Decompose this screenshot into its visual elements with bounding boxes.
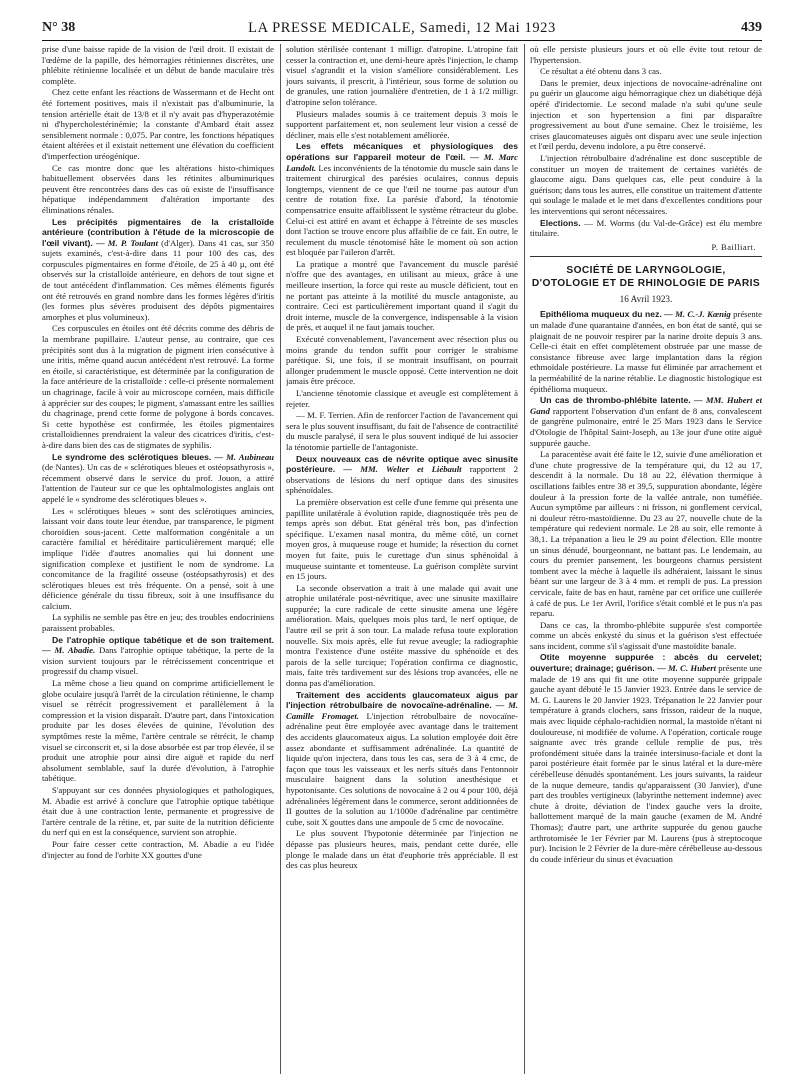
elections-body: — M. Worms (du Val-de-Grâce) est élu membre titulaire. (530, 217, 762, 239)
article-author: — M. Marc Landolt. (286, 151, 518, 173)
article-body: (d'Alger). Dans 41 cas, sur 350 sujets examinés, c'est-à-dire dans 11 pour 100 des cas, des corpuscules pigmentaires en forme d'étoile, de 25 à 40 µ, ont été observés sur la cristalloïde antérieure, en dehors de tout signe et de tout antécédent d'inflammation. Ces mêmes éléments figurés ont été retrouvés en grand nombre dans les formes légères d'iritis (les formes plus sévères produisent des dépôts pigmentaires amorphes et plus volumineux). (42, 237, 274, 322)
article-body: L'injection rétrobulbaire de novocaïne-adrénaline peut être employée avec avantage dans le traitement des accidents glaucomateux aigus. La solution employée doit être assez abondante et suffisamment adrénalinée. La quantité de liquide qu'on injectera, dans tous les cas, sera de 3 à 4 cmc, de façon que tous les vaisseaux et les nerfs situés dans l'entonnoir musculaire baignent dans la solution anesthésique et hypotonisante. Ces solutions de novocaïne à 2 ou 4 pour 100, déjà adrénalinées légèrement dans le commerce, seront additionnées de II gouttes de la solution au 1/1000e d'adrénaline par centimètre cube, soit X gouttes dans une ampoule de 5 cmc de novocaïne. (286, 710, 518, 827)
issue-number: N° 38 (42, 20, 76, 35)
article-body: Les inconvénients de la ténotomie du muscle sain dans le traitement chirurgical des parésies oculaires, connus depuis longtemps, viennent de ce que l'œil ne tourne pas autour d'un centre de rotation fixe. La parésie d'abord, la ténotomie compensatrice ensuite affaiblissent le système rétracteur du globe. Celui-ci est attiré en avant et échappe à l'étreinte de ses muscles dont l'action se trouve encore plus affaiblie de ce fait. En outre, le reculement du muscle ténotomisé hâte le moment où son action est bloquée par l'aileron d'arrêt. (286, 162, 518, 258)
paragraph: Pour faire cesser cette contraction, M. Abadie a eu l'idée d'injecter au fond de l'orbite XX gouttes d'une (42, 838, 274, 860)
article-author: — MM. Welter et Liébault (343, 464, 462, 475)
article-title: Traitement des accidents glaucomateux aigus par l'injection rétrobulbaire de novocaïne-adrénaline. (286, 689, 518, 711)
section-divider (530, 256, 762, 257)
paragraph: La syphilis ne semble pas être en jeu; des troubles endocriniens paraissent probables. (42, 612, 274, 634)
article-title: Le syndrome des sclérotiques bleues. (52, 451, 212, 462)
article-author: — M. Abadie. (42, 645, 96, 656)
article-glaucome (286, 690, 518, 828)
column-left (42, 44, 274, 1074)
paragraph: où elle persiste plusieurs jours et où elle évite tout retour de l'hypertension. (530, 44, 762, 65)
article-author: — MM. Hubert et Gand (530, 395, 762, 416)
paragraph: La pratique a montré que l'avancement du muscle parésié n'offre que des avantages, en utilisant au mieux, grâce à une meilleure insertion, la force qui reste au muscle déficient, tout en ne portant pas atteinte à la motilité du muscle antagoniste, au contraire. Ceci est particulièrement important quand il s'agit du droit interne, muscle de la convergence, indispensable à la vision de près, et auquel il ne faut jamais toucher. (286, 258, 518, 333)
article-epithelioma (530, 309, 762, 394)
article-otite (530, 652, 762, 864)
article-effets-mecaniques (286, 141, 518, 258)
paragraph: Ces corpuscules en étoiles ont été décrits comme des débris de la membrane pupillaire. L'auteur pense, au contraire, que ces précipités sont dus à la migration de pigment irien consécutive à une iritis, même quand aucun antécédent n'est retrouvé. La forme en étoile, si caractéristique, est déterminée par la configuration de la face antérieure de la cristalloïde : celle-ci présente normalement un chagrinage, facile à voir au microscope cornéen, mais difficile à apprécier sur des coupes; le pigment, s'amassant entre les saillies du chagrinage, prend cette forme de polygone à bords concaves. Si cette hypothèse est confirmée, les étoiles pigmentaires cristalloïdiennes prendraient la valeur des cicatrices d'iritis, c'est-à-dire dans bien des cas de stigmates de syphilis. (42, 323, 274, 450)
newspaper-page (42, 18, 762, 1074)
society-heading-line: SOCIÉTÉ DE LARYNGOLOGIE, (566, 265, 726, 277)
paragraph: solution stérilisée contenant 1 milligr. d'atropine. L'atropine fait cesser la contraction et, une demi-heure après l'injection, le champ visuel s'agrandit et la vision s'améliore considérablement. Les jours suivants, il prescrit, à l'intérieur, sous forme de solution ou de granules, une ration journalière d'entretien, de 1 à 1/2 milligr. d'atropine selon tolérance. (286, 44, 518, 107)
article-nevrite (286, 454, 518, 496)
society-heading-line: D'OTOLOGIE ET DE RHINOLOGIE DE PARIS (531, 278, 761, 290)
paragraph: Le plus souvent l'hypotonie déterminée par l'injection ne dépasse pas plusieurs heures, mais, pendant cette durée, elle plonge le malade dans un état d'euphorie très appréciable. Il est des cas plus heureux (286, 828, 518, 871)
article-author: — M. Aubineau (214, 451, 274, 462)
article-author: — M. C.-J. Kœnig (664, 309, 731, 320)
paragraph: Dans le premier, deux injections de novocaïne-adrénaline ont pu guérir un glaucome aigu hémorragique chez un diabétique déjà opéré d'iridectomie. Le second malade n'a subi qu'une seule injection et son hypertension a fini par disparaître progressivement au bout d'une semaine. Chez le troisième, les crises glaucomateuses aiguës ont disparu avec une seule injection et l'œil perdu, devenu indolore, a pu être conservé. (530, 77, 762, 152)
article-title: Deux nouveaux cas de névrite optique avec sinusite postérieure. (286, 453, 518, 475)
paragraph: L'injection rétrobulbaire d'adrénaline est donc susceptible de constituer un moyen de traitement de certaines variétés de glaucome aigu. Dans quelques cas, elle peut conduire à la guérison; dans tous les autres, elle constitue un traitement d'attente qui soulage le malade et le met dans d'excellentes conditions pour les interventions qui seront nécessaires. (530, 152, 762, 216)
paragraph: prise d'une baisse rapide de la vision de l'œil droit. Il existait de l'œdème de la papille, des hémorragies rétiniennes discrètes, une phlébite rétinienne localisée et un début de bande maculaire très complète. (42, 44, 274, 86)
article-author: — M. P. Toulant (95, 237, 159, 248)
article-title: Les effets mécaniques et physiologiques des opérations sur l'appareil moteur de l'œil. (286, 141, 518, 162)
session-date: 16 Avril 1923. (619, 293, 673, 304)
article-thrombo-phlebite (530, 395, 762, 448)
column-middle (286, 44, 518, 1074)
elections-title: Elections. (540, 217, 581, 228)
society-heading (530, 265, 762, 291)
paragraph: Exécuté convenablement, l'avancement avec résection plus ou moins grande du tendon suffit pour corriger le strabisme parétique. Si, une fois, il se montrait insuffisant, on pourrait allonger prudemment le muscle opposé. Cette intervention ne doit jamais être précoce. (286, 334, 518, 387)
paragraph: Plusieurs malades soumis à ce traitement depuis 3 mois le supportent parfaitement et, non seulement leur vision a cessé de décliner, mais elle s'est notablement améliorée. (286, 108, 518, 140)
paragraph: La première observation est celle d'une femme qui présenta une papillite unilatérale à évolution rapide, diagnostiquée très peu de temps après son début. Etat général très bon, pas d'infection spécifique. L'examen nasal montra, du même côté, un cornet moyen gros, à muqueuse rouge et humide; la résection du cornet moyen fut faite, puis le curettage d'un sinus sphénoïdal à muqueuse suintante et tomenteuse. La guérison complète survint en 15 jours. (286, 496, 518, 582)
paragraph: S'appuyant sur ces données physiologiques et pathologiques, M. Abadie est arrivé à conclure que l'atrophie optique tabétique était due à une contraction lente, permanente et progressive de l'artère centrale de la rétine, et, par suite de la nutrition déficiente du nerf qui en est la conséquence, survient son atrophie. (42, 784, 274, 838)
paragraph: Les « sclérotiques bleues » sont des sclérotiques amincies, laissant voir dans toute leur étendue, par transparence, le pigment choroïdien sous-jacent. Cette malformation congénitale a un caractère familial et héréditaire particulièrement marqué; elle implique l'idée d'autres anomalies qui lui donnent une signification complexe et justifient le nom de syndrome. La concomitance de la fragilité osseuse (ostéopsathyrosis) et des sclérotiques bleues est très fréquente. On a pensé, soit à une déficience générale du tissu fibreux, soit à une insuffisance du calcium. (42, 505, 274, 611)
article-title: Un cas de thrombo-phlébite latente. (540, 395, 691, 406)
article-scleroticales (42, 452, 274, 505)
article-title: Les précipités pigmentaires de la cristalloïde antérieure (contribution à l'étude de la microscopie de l'œil vivant). (42, 216, 274, 248)
article-columns (42, 44, 762, 1074)
column-rule (280, 44, 281, 1074)
paragraph: L'ancienne ténotomie classique et aveugle est complètement à rejeter. (286, 388, 518, 409)
article-atrophie (42, 635, 274, 677)
paragraph: La paracentèse avait été faite le 12, suivie d'une amélioration et d'une chute progressive de la température qui, du 12 au 17, descendit à la normale. Du 18 au 22, élévation thermique à oscillations faibles entre 38 et 39,5, suppuration abondante, légère douleur à la pression forte de la vallée antrale, non tuméfiée. Aucun symptôme par ailleurs : ni frisson, ni gonflement cervical, ni douleur rétro-mastoïdienne. Du 23 au 27, nouvelle chute de la température qui redevient normale. Le 28 au soir, elle remonte à 38,1. La trépanation a lieu le 29 au point d'élection. Elle montre un sinus dénudé, bourgeonnant, ne battant pas. Le lendemain, au cours du premier pansement, les bourgeons charnus persistent tombent avec la mèche à laquelle ils adhéraient, laissant le sinus béant sur une largeur de 3 à 4 mm. et rempli de pus. La pression cervicale, faite de bas en haut, ramène par cet orifice une cuillerée à café de pus. Le 1er Avril, l'orifice s'était comblé et le pus n'a pas reparu. (530, 449, 762, 619)
column-rule (524, 44, 525, 1074)
article-body: (de Nantes). Un cas de « sclérotiques bleues et ostéopsathyrosis », récemment observé dans le service du prof. Jouon, a attiré l'attention de l'auteur sur ce que les ophtalmologistes anglais ont appelé le « syndrome des sclérotiques bleues ». (42, 462, 274, 504)
article-body: rapportent l'observation d'un enfant de 8 ans, convalescent de gangrène pulmonaire, entré le 25 Mars 1923 dans le Service d'Otologie de l'hôpital Saint-Joseph, au 13e jour d'une otite aiguë suppurée gauche. (530, 405, 762, 448)
article-precipites (42, 217, 274, 323)
paragraph: Chez cette enfant les réactions de Wassermann et de Hecht ont été fortement positives, mais il n'existait pas d'albuminurie, la tension artérielle était de 13/8 et il n'y avait pas d'hyperazotémie ni d'hypercholestérinémie; la constante d'Ambard était assez sensiblement normale : 0,075. Par contre, les fonctions hépatiques étaient altérées et il existait nettement une élévation du coefficient d'imperfection uréogénique. (42, 87, 274, 161)
paragraph: Ce résultat a été obtenu dans 3 cas. (540, 66, 662, 77)
article-body: Dans l'atrophie optique tabétique, la perte de la vision survient toujours par le rétrécissement concentrique et progressif du champ visuel. (42, 645, 274, 677)
article-body: rapportent 2 observations de lésions du nerf optique dans des sinusites sphénoïdales. (286, 464, 518, 496)
page-header (42, 18, 762, 41)
paragraph: La même chose a lieu quand on comprime artificiellement le globe oculaire jusqu'à l'arrêt de la circulation rétinienne, le champ visuel se rétrécit progressivement et parallèlement à la compression et la vision disparaît. D'autre part, dans l'intoxication produite par les doses élevées de quinine, l'évolution des symptômes reste la même, l'artère centrale se rétrécit, le champ visuel se circonscrit et, si la dose absorbée est par trop élevée, il se produit une atrophie pour ainsi dire aiguë et rapide du nerf absolument semblable, sauf la durée d'évolution, à l'atrophie tabétique. (42, 678, 274, 784)
paragraph: Ce cas montre donc que les altérations histo-chimiques habituellement observées dans les rétinites albuminuriques peuvent être rencontrées dans des cas où existe de l'insuffisance hépatique indépendamment d'altération importante des éliminations rénales. (42, 162, 274, 215)
page-number: 439 (741, 20, 762, 35)
journal-title: LA PRESSE MEDICALE, Samedi, 12 Mai 1923 (248, 20, 556, 36)
column-right (530, 44, 762, 1074)
article-body: présente une malade de 19 ans qui fit une otite moyenne suppurée grippale gauche ayant débuté le 15 Janvier 1923. Entrée dans le service de M. G. Laurens le 20 Janvier 1923. Trépanation le 22 Janvier pour température à grands clochers, sans frisson, raideur de la nuque, mais avec liquide céphalo-rachidien normal, la mastoïde n'étant ni douloureuse, ni modifiée de volume. A l'opération, corticale rouge saignante avec très grande cellule remplie de pus, très profondément située dans la trainée intersinuso-faciale et dont la paroi postérieure était formée par le sinus latéral et la dure-mère cérébelleuse dénudés spontanément. Les jours suivants, la raideur de la nuque demeure, tandis qu'apparaissent (30 Janvier), d'une part des troubles vertigineux (labyrinthe nettement indemne) avec chute à droite, déviation de l'index gauche vers la droite, ballottement marqué de la main gauche (examen de M. André Thomas); d'autre part, une arthrite suppurée du genou gauche arthrotomisée le 1er Février par M. Laurens (pus à streptocoque pur). Incision le 2 Février de la dure-mère cérébelleuse au-dessous du coude inférieur du sinus et évacuation (530, 663, 762, 864)
paragraph: La seconde observation a trait à une malade qui avait une atrophie unilatérale post-névritique, avec une sinusite maxillaire suppurée; la cure radicale de cette sinusite amena une légère amélioration. Mais, quelques mois plus tard, le nerf optique, de l'autre œil se prit à son tour. La malade refusa toute exploration nouvelle. Six mois après, elle fut revue aveugle; la radiographie montra l'existence d'une ostéite massive du sphénoïde et des parois de la selle turcique; l'opération confirma ce diagnostic, mais, faite très tardivement sur des lésions trop avancées, elle ne donna pas d'amélioration. (286, 582, 518, 689)
paragraph: Dans ce cas, la thrombo-phlébite suppurée s'est comportée comme un abcès enkysté du sinus et la guérison s'est effectuée sans incident, comme s'il s'agissait d'une mastoïdite banale. (530, 619, 762, 651)
elections-notice (530, 218, 762, 239)
article-author: — M. C. Hubert (657, 663, 716, 674)
paragraph: — M. F. Terrien. Afin de renforcer l'action de l'avancement qui sera le plus souvent insuffisant, du fait de l'absence de contractilité du muscle paralysé, il sera le plus souvent indiqué de lui associer la ténotomie partielle de l'antagoniste. (286, 410, 518, 452)
article-body: présente un malade d'une quarantaine d'années, en bon état de santé, qui se plaignait de ne pouvoir respirer par la narine droite depuis 3 ans. Celle-ci était en effet complètement obstruée par une masse de consistance fibreuse avec large implantation dans la région ethmoïdale postérieure. La masse fut éliminée par arrachement et la perméabilité de la narine rétablie. Le diagnostic histologique est épithélioma muqueux. (530, 309, 762, 394)
article-title: Otite moyenne suppurée : abcès du cervelet; ouverture; drainage; guérison. (530, 652, 762, 674)
signature: P. Bailliart. (711, 241, 756, 252)
article-title: Epithélioma muqueux du nez. (540, 309, 662, 320)
article-author: — M. Camille Fromaget. (286, 700, 518, 721)
article-title: De l'atrophie optique tabétique et de son traitement. (52, 634, 274, 645)
